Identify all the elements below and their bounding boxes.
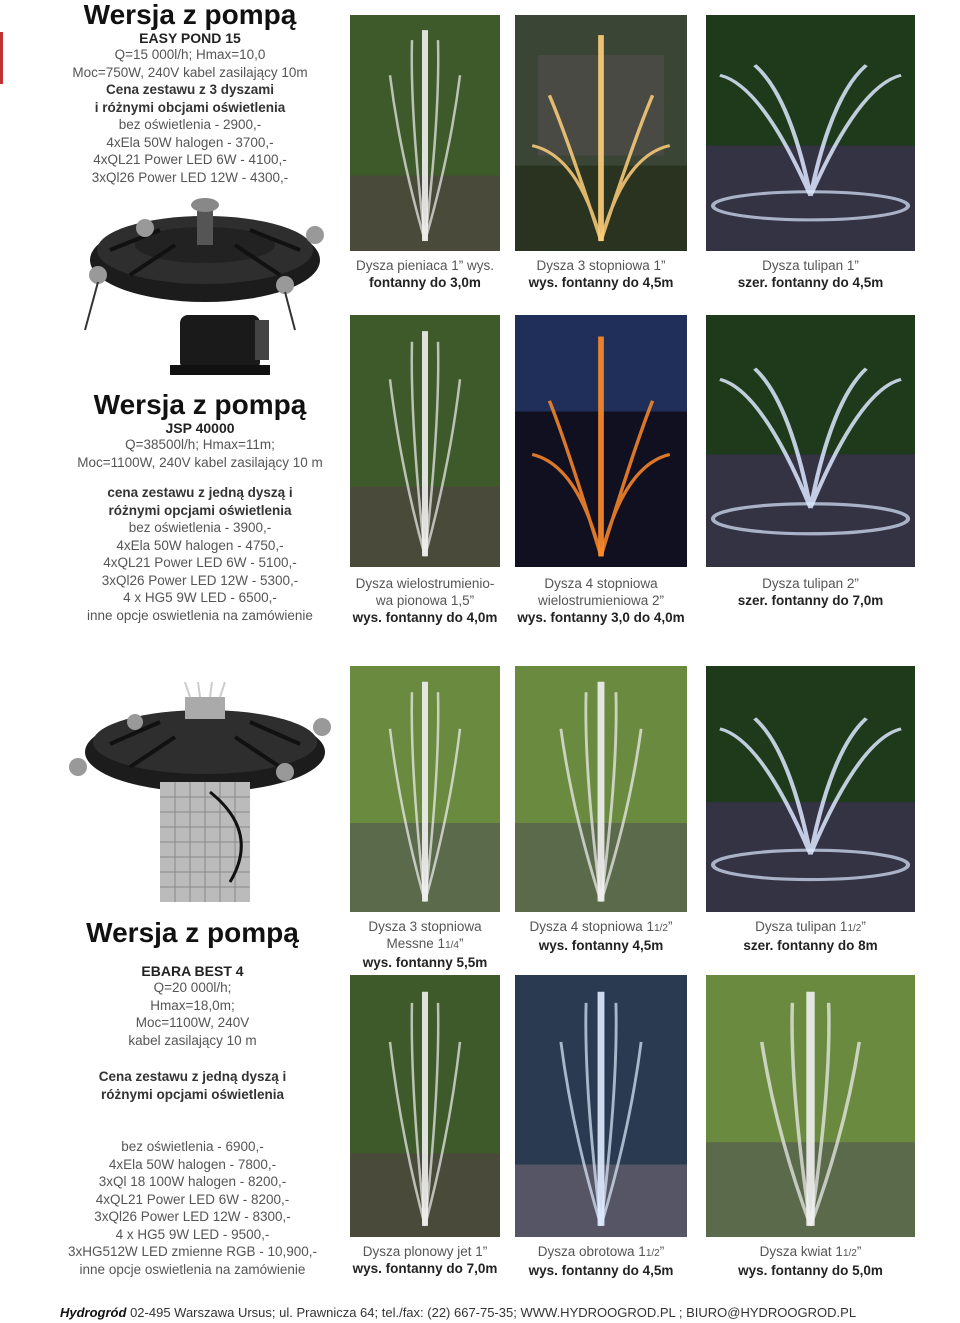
section2-fountain-photo-2 bbox=[515, 315, 687, 567]
section3-option-lines bbox=[40, 1138, 345, 1278]
section3-fountain-photo-bottom-2 bbox=[515, 975, 687, 1237]
section1-spec-line: Moc=750W, 240V kabel zasilający 10m bbox=[72, 64, 308, 80]
section2-title: Wersja z pompą bbox=[93, 389, 307, 420]
section3-nozzle-caption-top-3-line: szer. fontanny do 8m bbox=[743, 938, 878, 953]
section1-spec-line: i różnymi obcjami oświetlenia bbox=[94, 99, 286, 115]
section3-spec-block bbox=[60, 963, 325, 1049]
section3-spec-line: kabel zasilający 10 m bbox=[128, 1032, 257, 1048]
section3-option-line: 4xQL21 Power LED 6W - 8200,- bbox=[95, 1191, 290, 1207]
section1-nozzle-caption-3-line: Dysza tulipan 1” bbox=[762, 258, 859, 273]
section3-nozzle-caption-top-1-line: Messne 11/4” bbox=[386, 936, 464, 951]
section1-spec-line: 4xQL21 Power LED 6W - 4100,- bbox=[93, 152, 287, 167]
section2-spec-line: Moc=1100W, 240V kabel zasilający 10 m bbox=[77, 454, 323, 470]
section1-nozzle-caption-3 bbox=[696, 257, 925, 291]
section2-spec-lines bbox=[60, 436, 340, 471]
section2-price-line: bez oświetlenia - 3900,- bbox=[128, 520, 272, 535]
section3-fountain-photo-top-2 bbox=[515, 666, 687, 912]
section3-nozzle-caption-top-2-line: wys. fontanny 4,5m bbox=[538, 938, 664, 953]
footer-brand: Hydrogród bbox=[60, 1305, 127, 1320]
section2-nozzle-caption-1-line: Dysza wielostrumienio- bbox=[355, 576, 495, 591]
section3-nozzle-caption-bottom-2-line: Dysza obrotowa 11/2” bbox=[537, 1244, 665, 1259]
section3-nozzle-caption-top-2-line: Dysza 4 stopniowa 11/2” bbox=[529, 919, 673, 934]
section2-nozzle-caption-3-line: szer. fontanny do 7,0m bbox=[737, 593, 884, 608]
section3-fountain-photo-top-3 bbox=[706, 666, 915, 912]
section1-fountain-photo-1 bbox=[350, 15, 500, 251]
section3-model: EBARA BEST 4 bbox=[141, 963, 244, 979]
section3-nozzle-caption-top-1 bbox=[340, 918, 510, 971]
section2-nozzle-caption-1-line: wa pionowa 1,5” bbox=[375, 593, 475, 608]
section3-option-line: 4 x HG5 9W LED - 9500,- bbox=[115, 1226, 270, 1242]
section1-spec-line: Q=15 000l/h; Hmax=10,0 bbox=[114, 47, 266, 62]
section2-spec-line: Q=38500l/h; Hmax=11m; bbox=[125, 437, 275, 452]
section3-spec-line: Hmax=18,0m; bbox=[150, 997, 235, 1013]
section3-fountain-photo-top-1 bbox=[350, 666, 500, 912]
section1-spec-line: Cena zestawu z 3 dyszami bbox=[105, 82, 275, 97]
section2-nozzle-caption-1-line: wys. fontanny do 4,0m bbox=[352, 610, 498, 625]
section3-nozzle-caption-top-3 bbox=[696, 918, 925, 954]
section2-text bbox=[60, 390, 340, 471]
section1-nozzle-caption-1-line: Dysza pieniaca 1” wys. bbox=[355, 258, 495, 273]
section1-spec-lines bbox=[60, 46, 320, 186]
section1-text bbox=[60, 0, 320, 186]
section3-title: Wersja z pompą bbox=[86, 917, 299, 948]
section1-fountain-photo-3 bbox=[706, 15, 915, 251]
section2-nozzle-caption-3 bbox=[696, 575, 925, 609]
section3-fountain-photo-bottom-1 bbox=[350, 975, 500, 1237]
footer bbox=[60, 1305, 856, 1320]
section1-nozzle-caption-2-line: Dysza 3 stopniowa 1” bbox=[536, 258, 666, 273]
section2-nozzle-caption-2-line: Dysza 4 stopniowa bbox=[544, 576, 658, 591]
section3-nozzle-caption-top-1-line: Dysza 3 stopniowa bbox=[368, 919, 482, 934]
section3-nozzle-caption-bottom-1-line: Dysza plonowy jet 1” bbox=[362, 1244, 488, 1259]
section1-spec-line: bez oświetlenia - 2900,- bbox=[118, 117, 262, 132]
section1-title: Wersja z pompą bbox=[83, 0, 297, 30]
section3-price-line: różnymi opcjami oświetlenia bbox=[100, 1086, 285, 1102]
page-edge-mark bbox=[0, 32, 3, 84]
section2-nozzle-caption-2 bbox=[505, 575, 697, 626]
easy-pond-pump-image bbox=[70, 190, 340, 390]
section3-nozzle-caption-top-1-line: wys. fontanny 5,5m bbox=[362, 955, 488, 970]
section2-price-line: 4 x HG5 9W LED - 6500,- bbox=[123, 590, 277, 605]
section2-model: JSP 40000 bbox=[165, 420, 235, 436]
section2-price-block bbox=[60, 484, 340, 624]
section2-price-line: 4xQL21 Power LED 6W - 5100,- bbox=[103, 555, 297, 570]
section3-spec-line: Q=20 000l/h; bbox=[153, 980, 232, 995]
section3-nozzle-caption-top-2 bbox=[505, 918, 697, 954]
section3-nozzle-caption-bottom-1 bbox=[340, 1243, 510, 1277]
section2-price-line: inne opcje oswietlenia na zamówienie bbox=[87, 607, 313, 623]
section2-nozzle-caption-2-line: wys. fontanny 3,0 do 4,0m bbox=[517, 610, 685, 625]
section3-nozzle-caption-bottom-3-line: wys. fontanny do 5,0m bbox=[738, 1263, 883, 1278]
section3-text bbox=[80, 918, 305, 948]
section1-nozzle-caption-3-line: szer. fontanny do 4,5m bbox=[737, 275, 884, 290]
section2-nozzle-caption-3-line: Dysza tulipan 2” bbox=[762, 576, 859, 591]
section3-option-line: bez oświetlenia - 6900,- bbox=[121, 1139, 264, 1154]
section3-option-line: 3xHG512W LED zmienne RGB - 10,900,- bbox=[67, 1244, 318, 1259]
section3-option-line: inne opcje oswietlenia na zamówienie bbox=[79, 1261, 306, 1277]
section1-model: EASY POND 15 bbox=[139, 30, 241, 46]
section3-nozzle-caption-bottom-3 bbox=[696, 1243, 925, 1279]
section2-fountain-photo-1 bbox=[350, 315, 500, 567]
section3-nozzle-caption-bottom-1-line: wys. fontanny do 7,0m bbox=[352, 1261, 498, 1276]
section3-price-lines bbox=[60, 1068, 325, 1103]
section3-nozzle-caption-top-3-line: Dysza tulipan 11/2” bbox=[755, 919, 866, 934]
section3-price-block bbox=[60, 1068, 325, 1103]
section2-fountain-photo-3 bbox=[706, 315, 915, 567]
section2-price-line: 4xEla 50W halogen - 4750,- bbox=[116, 537, 284, 553]
section1-spec-line: 4xEla 50W halogen - 3700,- bbox=[106, 134, 274, 150]
section1-nozzle-caption-2 bbox=[505, 257, 697, 291]
section3-option-line: 3xQl26 Power LED 12W - 8300,- bbox=[94, 1209, 291, 1224]
section3-nozzle-caption-bottom-3-line: Dysza kwiat 11/2” bbox=[759, 1244, 862, 1259]
section2-nozzle-caption-1 bbox=[340, 575, 510, 626]
section3-spec-lines bbox=[60, 979, 325, 1049]
section1-fountain-photo-2 bbox=[515, 15, 687, 251]
section3-nozzle-caption-bottom-2 bbox=[505, 1243, 697, 1279]
section3-option-line: 4xEla 50W halogen - 7800,- bbox=[108, 1156, 277, 1172]
section3-fountain-photo-bottom-3 bbox=[706, 975, 915, 1237]
section3-option-line: 3xQl 18 100W halogen - 8200,- bbox=[98, 1174, 287, 1189]
section3-price-line: Cena zestawu z jedną dyszą i bbox=[98, 1069, 287, 1084]
section2-price-line: cena zestawu z jedną dyszą i bbox=[107, 485, 293, 500]
section1-nozzle-caption-2-line: wys. fontanny do 4,5m bbox=[528, 275, 674, 290]
section1-nozzle-caption-1 bbox=[340, 257, 510, 291]
section2-price-line: 3xQl26 Power LED 12W - 5300,- bbox=[101, 572, 299, 588]
footer-address: 02-495 Warszawa Ursus; ul. Prawnicza 64; tel./fax: (22) 667-75-35; WWW.HYDROOGROD.PL ; BIURO@HYDROOGROD.PL bbox=[126, 1305, 857, 1320]
section3-nozzle-caption-bottom-2-line: wys. fontanny do 4,5m bbox=[528, 1263, 674, 1278]
ebara-pump-image bbox=[60, 682, 340, 907]
section3-options-block bbox=[40, 1138, 345, 1278]
section2-nozzle-caption-2-line: wielostrumieniowa 2” bbox=[537, 593, 665, 608]
section2-price-lines bbox=[60, 484, 340, 624]
section1-nozzle-caption-1-line: fontanny do 3,0m bbox=[369, 275, 481, 290]
section3-spec-line: Moc=1100W, 240V bbox=[135, 1015, 250, 1030]
section1-spec-line: 3xQl26 Power LED 12W - 4300,- bbox=[91, 169, 289, 185]
section2-price-line: różnymi opcjami oświetlenia bbox=[108, 502, 292, 518]
